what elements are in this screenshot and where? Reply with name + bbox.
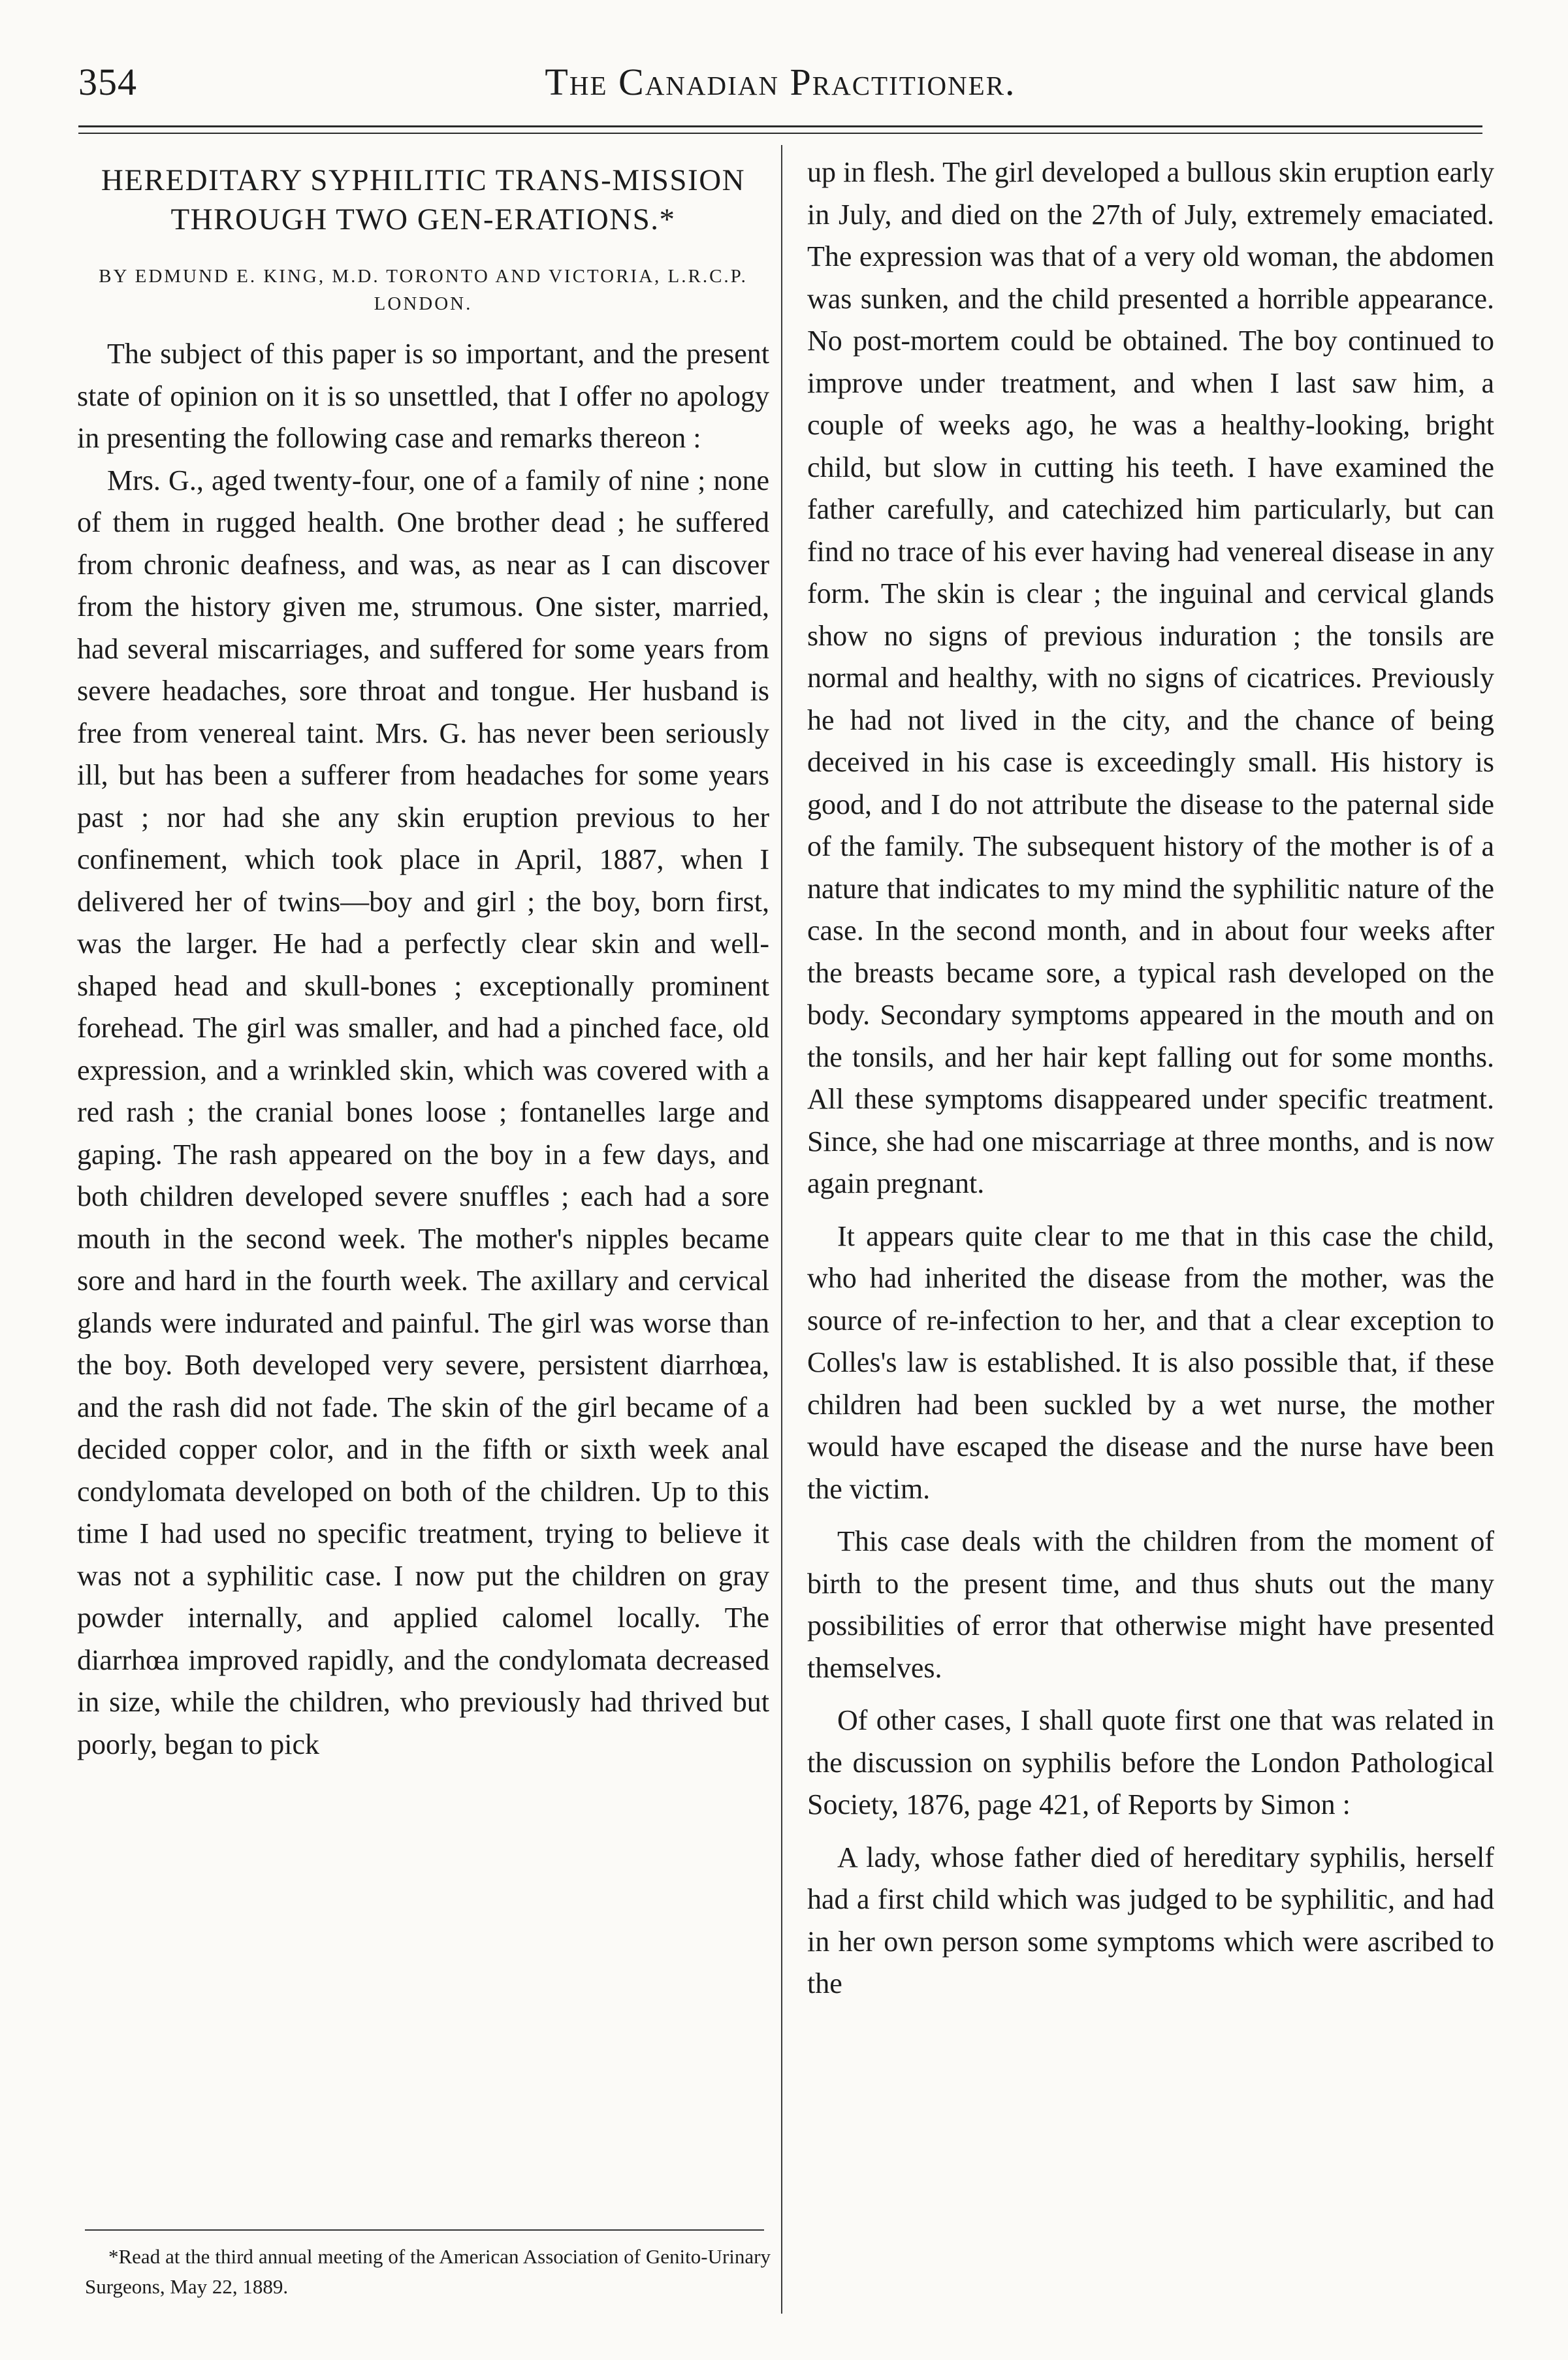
footnote: *Read at the third annual meeting of the American Association of Genito-Urinary Surgeons, May 22, 1889. (85, 2245, 771, 2298)
byline: BY EDMUND E. KING, M.D. TORONTO AND VICTORIA, L.R.C.P. LONDON. (99, 266, 748, 314)
footnote-rule (85, 2229, 764, 2231)
paragraph: This case deals with the children from the moment of birth to the present time, and thus shuts out the many possibilities of error that otherwise might have presented themselves. (807, 1525, 1494, 1684)
running-head (78, 60, 1482, 119)
article-title: HEREDITARY SYPHILITIC TRANS-MISSION THROUGH TWO GEN-ERATIONS.* (101, 163, 746, 236)
paragraph: Mrs. G., aged twenty-four, one of a family of nine ; none of them in rugged health. One brother dead ; he suffered from chronic deafness, and was, as near as I can discover from the history given me, strumous. One sister, married, had several miscarriages, and suffered for some years from severe headaches, sore throat and tongue. Her husband is free from venereal taint. Mrs. G. has never been seriously ill, but has been a sufferer from headaches for some years past ; nor had she any skin eruption previous to her confinement, which took place in April, 1887, when I delivered her of twins—boy and girl ; the boy, born first, was the larger. He had a perfectly clear skin and well-shaped head and skull-bones ; exceptionally prominent forehead. The girl was smaller, and had a pinched face, old expression, and a wrinkled skin, which was covered with a red rash ; the cranial bones loose ; fontanelles large and gaping. The rash appeared on the boy in a few days, and both children developed severe snuffles ; each had a sore mouth in the second week. The mother's nipples became sore and hard in the fourth week. The axillary and cervical glands were indurated and painful. The girl was worse than the boy. Both developed very severe, persistent diarrhœa, and the rash did not fade. The skin of the girl became of a decided copper color, and in the fifth or sixth week anal condylomata developed on both of the children. Up to this time I had used no specific treatment, trying to believe it was not a syphilitic case. I now put the children on gray powder internally, and applied calomel locally. The diarrhœa improved rapidly, and the condylomata decreased in size, while the children, who previously had thrived but poorly, began to pick (77, 464, 769, 1760)
right-column (807, 152, 1494, 2005)
paragraph: The subject of this paper is so important, and the present state of opinion on it is so unsettled, that I offer no apology in presenting the following case and remarks thereon : (77, 338, 769, 454)
header-rule (78, 125, 1482, 127)
paragraph: A lady, whose father died of hereditary syphilis, herself had a first child which was judged to be syphilitic, and had in her own person some symptoms which were ascribed to the (807, 1841, 1494, 1999)
header-rule-thin (78, 133, 1482, 134)
column-divider (781, 145, 782, 2314)
left-column (77, 152, 769, 1766)
paragraph: It appears quite clear to me that in this case the child, who had inherited the disease from the mother, was the source of re-infection to her, and that a clear exception to Colles's law is established. It is also possible that, if these children had been suckled by a wet nurse, the mother would have escaped the disease and the nurse have been the victim. (807, 1220, 1494, 1505)
paragraph: up in flesh. The girl developed a bullous skin eruption early in July, and died on the 27th of July, extremely emaciated. The expression was that of a very old woman, the abdomen was sunken, and the child presented a horrible appearance. No post-mortem could be obtained. The boy continued to improve under treatment, and when I last saw him, a couple of weeks ago, he was a healthy-looking, bright child, but slow in cutting his teeth. I have examined the father carefully, and catechized him particularly, but can find no trace of his ever having had venereal disease in any form. The skin is clear ; the inguinal and cervical glands show no signs of previous induration ; the tonsils are normal and healthy, with no signs of cicatrices. Previously he had not lived in the city, and the chance of being deceived in his case is exceedingly small. His history is good, and I do not attribute the disease to the paternal side of the family. The subsequent history of the mother is of a nature that indicates to my mind the syphilitic nature of the case. In the second month, and in about four weeks after the breasts became sore, a typical rash developed on the body. Secondary symptoms appeared in the mouth and on the tonsils, and her hair kept falling out for some months. All these symptoms disappeared under specific treatment. Since, she had one miscarriage at three months, and is now again pregnant. (807, 156, 1494, 1199)
paragraph: Of other cases, I shall quote first one that was related in the discussion on syphilis before the London Pathological Society, 1876, page 421, of Reports by Simon : (807, 1704, 1494, 1820)
page-number: 354 (78, 61, 137, 103)
journal-title: The Canadian Practitioner. (545, 61, 1016, 103)
